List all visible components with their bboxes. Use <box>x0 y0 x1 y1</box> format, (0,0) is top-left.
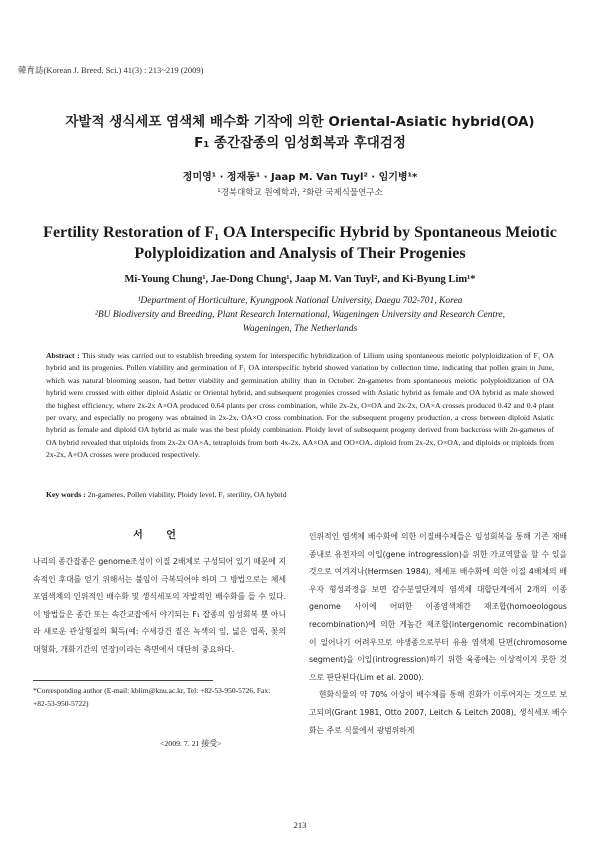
intro-paragraph-right-2: 현화식물의 약 70% 이상이 배수체를 통해 진화가 이루어지는 것으로 보고되며(Grant 1981, Otto 2007, Leitch & Leitch 2008), 생식세포 배수화는 주로 식물에서 광범위하게 <box>309 690 567 735</box>
keywords <box>46 490 554 499</box>
korean-title-line1: 자발적 생식세포 염색체 배수화 기작에 의한 Oriental-Asiatic hybrid(OA) <box>65 114 535 130</box>
keywords-label: Key words : <box>46 490 86 499</box>
affiliation-2: ²BU Biodiversity and Breeding, Plant Research International, Wageningen University and Research Centre, <box>94 310 506 320</box>
english-affiliation <box>30 294 570 336</box>
affiliation-1: ¹Department of Horticulture, Kyungpook National University, Daegu 702-701, Korea <box>137 296 463 306</box>
section-heading: 서 언 <box>133 530 186 541</box>
footnote-rule <box>33 680 213 681</box>
korean-authors: 정미영¹ · 정재동¹ · Jaap M. Van Tuyl² · 임기병¹* <box>182 172 418 183</box>
english-title-line1: Fertility Restoration of F₁ OA Interspecific Hybrid by Spontaneous Meiotic <box>43 224 557 241</box>
english-title-line2: Polyploidization and Analysis of Their Progenies <box>134 245 466 262</box>
right-column <box>309 528 567 739</box>
english-authors: Mi-Young Chung¹, Jae-Dong Chung¹, Jaap M. Van Tuyl², and Ki-Byung Lim¹* <box>124 274 476 285</box>
korean-title-line2: F₁ 종간잡종의 임성회복과 후대검정 <box>194 135 406 151</box>
keywords-text: 2n-gametes, Pollen viability, Ploidy level, F₁ sterility, OA hybrid <box>87 490 287 499</box>
korean-affiliation: ¹경북대학교 원예학과, ²화란 국제식물연구소 <box>217 188 383 198</box>
korean-title <box>0 112 600 154</box>
journal-header: 韓育誌(Korean J. Breed. Sci.) 41(3) : 213~219 (2009) <box>18 65 204 75</box>
english-title <box>40 222 560 264</box>
abstract-label: Abstract : <box>46 351 80 360</box>
page-number: 213 <box>293 820 307 830</box>
intro-paragraph-right-1: 인위적인 염색체 배수화에 의한 이질배수체들은 임성회복을 통해 기존 재배종내로 유전자의 이입(gene introgression)을 위한 가교역할을 할 수 있을 것으로 여겨지나(Hermsen 1984), 체세포 배수화에 의한 이질 4배체의 배우자 형성과정을 보면 감수분열단계의 염색체 대합단계에서 2개의 이종 genome 사이에 어떠한 이종염색체간 재조합(homoeologous recombination)에 의한 게놈간 재조합(intergenomic recombination)이 일어나기 어려우므로 야생종으로부터 유용 염색체 단편(chromosome segment)을 이입(introgression)하기 위한 육종에는 이상적이지 못한 것으로 판단된다(Lim et al. 2000). <box>309 532 567 682</box>
abstract <box>46 350 554 462</box>
intro-paragraph-left: 나리의 종간잡종은 genome조성이 이질 2배체로 구성되어 있기 때문에 지속적인 후대를 얻기 위해서는 불임이 극복되어야 하며 그 방법으로는 체세포염색체의 인위적인 배수화 및 생식세포의 자발적인 배수화를 들 수 있다. 이 방법들은 종간 또는 속간교잡에서 야기되는 F₁ 잡종의 임성회복 뿐 아니라 새로운 관상형질의 획득(예: 수세강건 짙은 녹색의 잎, 넓은 엽폭, 꽃의 대형화, 개화기간의 연장)이라는 측면에서 대단히 중요하다. <box>33 557 286 654</box>
abstract-text: This study was carried out to establish breeding system for interspecific hybridization of Lilium using spontaneous meiotic polyploidization of F₁ OA hybrid and its progenies. Pollen viability and germination of F₁ OA interspecific hybrid showed variation by collection time, indicating that pollen grain in June, which was natural blooming season, had better viability and germination ability than in October. 2n-gametes from spontaneous meiotic polyploidization of OA hybrid were crossed with either diploid Asiatic or Oriental hybrid, and subsequent progenies crossed with Asiatic hybrid as female and OA hybrid as male showed the highest efficiency, where 2x-2x A×OA produced 0.64 plants per cross combination, while 2x-2x, O×OA and 2x-2x, OA×A crosses produced 0.42 and 0.4 plant per ovary, and especially no progeny was obtained in 2x-2x, OA×O cross combination. For the subsequent progeny production, a cross between diploid Asiatic hybrid as female and diploid OA hybrid as male was the best ploidy combination. Ploidy level of subsequent progeny derived from backcross with 2n-gametes of OA hybrid revealed that triploids from 2x-2x OA×A, tetraploids from both 4x-2x, AA×OA and OO×OA, diploid from 2x-2x, O×OA, and diploids or triploids from 2x-2x, A×OA crosses were produced respectively. <box>46 351 554 460</box>
affiliation-3: Wageningen, The Netherlands <box>242 324 358 334</box>
left-column <box>33 526 286 659</box>
received-date: <2009. 7. 21 接受> <box>160 739 222 748</box>
corresponding-author-footnote: *Corresponding author (E-mail: kblim@knu.ac.kr, Tel: +82-53-950-5726, Fax: +82-53-950-5722) <box>33 686 271 708</box>
